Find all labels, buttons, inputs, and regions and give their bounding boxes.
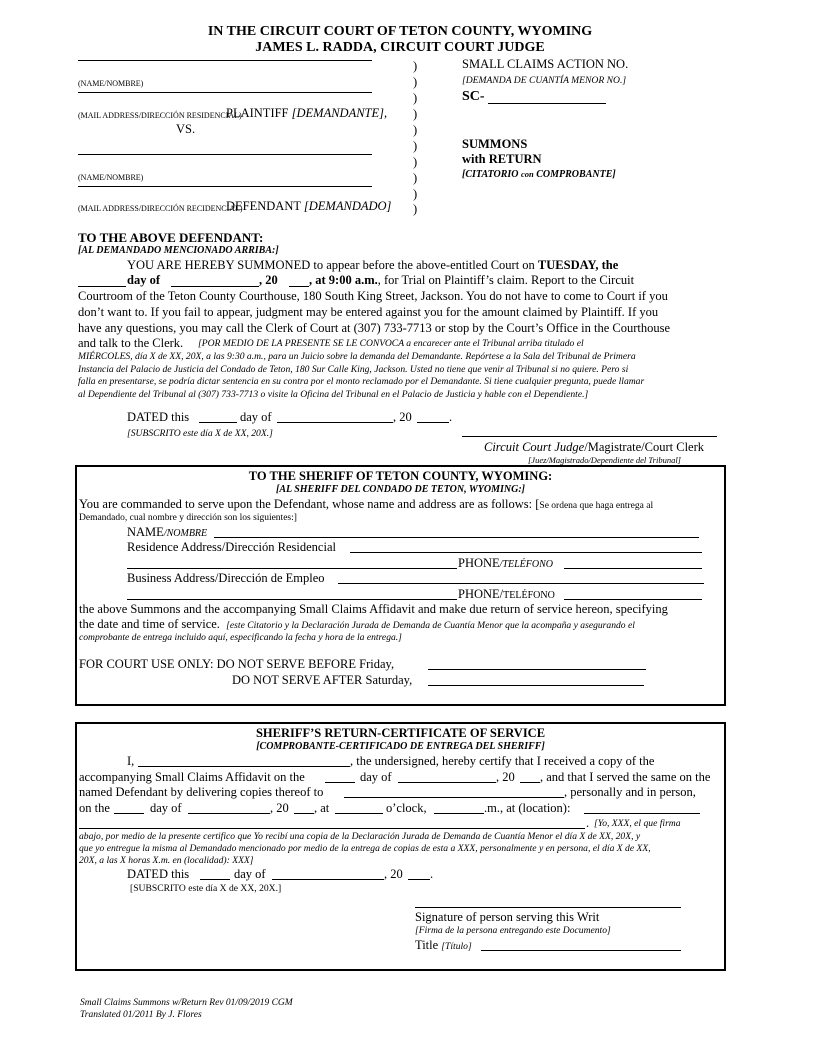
served-ampm-field[interactable] xyxy=(434,813,484,814)
summons-es-4: falla en presentarse, se podría dictar sentencia en su contra por el monto reclamado por el Demandante. Si tiene cualquier pregunta, puede llamar xyxy=(78,376,645,387)
sc-number-field[interactable] xyxy=(488,103,606,104)
sc-prefix: SC- xyxy=(462,89,485,104)
served-hour-field[interactable] xyxy=(335,813,383,814)
caption-paren: ) xyxy=(413,202,418,216)
return-line-3b: , personally and in person, xyxy=(564,785,696,799)
return-line-4f: .m., at (location): xyxy=(484,801,571,815)
defendant-name-line[interactable] xyxy=(78,154,372,155)
business-phone-field[interactable] xyxy=(564,599,702,600)
return-heading: SHERIFF’S RETURN-CERTIFICATE OF SERVICE xyxy=(255,726,546,740)
return-line-1: , the undersigned, hereby certify that I received a copy of the xyxy=(350,754,655,768)
caption-paren: ) xyxy=(413,123,418,137)
caption-paren: ) xyxy=(413,75,418,89)
summons-es-5: al Dependiente del Tribunal al (307) 733-7713 o visite la Oficina del Tribunal en el Palacio de Justicia y hable con el Dependiente.] xyxy=(78,389,589,400)
defendant-name-label: (NAME/NOMBRE) xyxy=(78,173,144,182)
return-heading-es: [COMPROBANTE-CERTIFICADO DE ENTREGA DEL SHERIFF] xyxy=(256,741,545,752)
trial-year-field[interactable] xyxy=(289,286,309,287)
to-defendant-heading: TO THE ABOVE DEFENDANT: xyxy=(78,230,264,245)
return-dated-day-field[interactable] xyxy=(200,879,230,880)
footer-revision: Small Claims Summons w/Return Rev 01/09/2019 CGM xyxy=(80,998,293,1008)
received-day-field[interactable] xyxy=(325,782,355,783)
dated-day-field[interactable] xyxy=(199,422,237,423)
versus-label: VS. xyxy=(176,122,196,136)
summons-es-1: [POR MEDIO DE LA PRESENTE SE LE CONVOCA a encarecer ante el Tribunal arriba titulado el xyxy=(198,338,584,349)
summons-es-3: Instancia del Palacio de Justicia del Condado de Teton, 180 Sur Calle King, Jackson. Usted no tiene que venir al Tribunal si no quiere. Pero si xyxy=(78,364,629,375)
return-dated-label: DATED this xyxy=(127,867,190,881)
serve-after-field[interactable] xyxy=(428,685,644,686)
summons-line-6: and talk to the Clerk. xyxy=(78,336,184,350)
caption-paren: ) xyxy=(413,59,418,73)
trial-day-field[interactable] xyxy=(78,286,126,287)
summons-service-line-1: the above Summons and the accompanying Small Claims Affidavit and make due return of service hereon, specifying xyxy=(79,602,668,616)
plaintiff-name-line[interactable] xyxy=(78,60,372,61)
trial-month-field[interactable] xyxy=(171,286,259,287)
plaintiff-address-line[interactable] xyxy=(78,92,372,93)
citatorio-title: [CITATORIO con COMPROBANTE] xyxy=(462,169,616,180)
residence-address-field-2[interactable] xyxy=(127,568,457,569)
judge-signature-label: Circuit Court Judge/Magistrate/Court Clerk xyxy=(484,440,705,454)
sheriff-heading-es: [AL SHERIFF DEL CONDADO DE TETON, WYOMING:] xyxy=(275,484,525,495)
return-i: I, xyxy=(127,754,135,768)
dated-year-label: , 20 xyxy=(393,410,412,424)
defendant-label: DEFENDANT [DEMANDADO] xyxy=(226,199,392,213)
caption-paren: ) xyxy=(413,139,418,153)
return-line-2c: , 20 xyxy=(496,770,515,784)
business-address-field-2[interactable] xyxy=(127,599,457,600)
server-signature-label: Signature of person serving this Writ xyxy=(415,910,600,924)
court-title: IN THE CIRCUIT COURT OF TETON COUNTY, WYOMING xyxy=(207,24,593,39)
return-line-4a: on the xyxy=(79,801,110,815)
return-dated-day-of: day of xyxy=(234,867,266,881)
defendant-address-line[interactable] xyxy=(78,186,372,187)
return-dated-year-field[interactable] xyxy=(408,879,430,880)
return-line-2d: , and that I served the same on the xyxy=(540,770,711,784)
return-es-1: abajo, por medio de la presente certifico que Yo recibí una copia de la Declaración Jurada de Demanda de Cuantía Menor el día X de XX, 20X, y xyxy=(79,831,641,842)
judge-signature-line[interactable] xyxy=(462,436,717,437)
dated-period: . xyxy=(449,410,453,424)
caption-paren: ) xyxy=(413,187,418,201)
return-dated-period: . xyxy=(430,867,434,881)
summons-service-es: comprobante de entrega incluido aquí, especificando la fecha y hora de la entrega.] xyxy=(79,632,402,643)
plaintiff-label: PLAINTIFF [DEMANDANTE], xyxy=(226,106,388,120)
received-year-field[interactable] xyxy=(520,782,540,783)
summons-line-4: don’t want to. If you fail to appear, judgment may be entered against you for the amount claimed by Plaintiff. If you xyxy=(78,305,659,319)
business-address-field[interactable] xyxy=(338,583,704,584)
return-es-3: 20X, a las X horas X.m. en (localidad): XXX] xyxy=(79,855,254,866)
return-dated-es: [SUBSCRITO este día X de XX, 20X.] xyxy=(130,883,282,894)
summons-service-line-2: the date and time of service. [este Citatorio y la Declaración Jurada de Demanda de Cuantía Menor que la acompaña y asegurando el xyxy=(79,617,635,631)
residence-address-field[interactable] xyxy=(350,552,702,553)
dated-year-field[interactable] xyxy=(417,422,449,423)
served-person-field[interactable] xyxy=(344,797,564,798)
return-line-2a: accompanying Small Claims Affidavit on the xyxy=(79,770,305,784)
server-title-field[interactable] xyxy=(481,950,681,951)
plaintiff-name-label: (NAME/NOMBRE) xyxy=(78,79,144,88)
return-line-3a: named Defendant by delivering copies thereof to xyxy=(79,785,324,799)
server-signature-es: [Firma de la persona entregando este Documento] xyxy=(415,925,611,936)
summons-title: SUMMONS xyxy=(462,137,528,151)
caption-paren: ) xyxy=(413,171,418,185)
footer-translated: Translated 01/2011 By J. Flores xyxy=(80,1010,202,1020)
return-line-2b: day of xyxy=(360,770,392,784)
business-address-label: Business Address/Dirección de Empleo xyxy=(127,571,325,585)
dated-month-field[interactable] xyxy=(277,422,393,423)
serve-name-field[interactable] xyxy=(214,537,699,538)
judge-title: JAMES L. RADDA, CIRCUIT COURT JUDGE xyxy=(255,40,545,55)
return-dated-month-field[interactable] xyxy=(272,879,384,880)
dated-label: DATED this xyxy=(127,410,190,424)
trial-year-label: , 20 xyxy=(259,273,278,287)
return-line-5-end: . xyxy=(586,816,590,830)
trial-time-text: , at 9:00 a.m., for Trial on Plaintiff’s claim. Report to the Circuit xyxy=(309,273,635,287)
served-location-field-2[interactable] xyxy=(79,828,585,829)
server-name-field[interactable] xyxy=(138,766,350,767)
caption-paren: ) xyxy=(413,107,418,121)
sheriff-heading: TO THE SHERIFF OF TETON COUNTY, WYOMING: xyxy=(248,469,553,483)
do-not-serve-after: DO NOT SERVE AFTER Saturday, xyxy=(232,673,413,687)
defendant-address-label: (MAIL ADDRESS/DIRECCIÓN RECIDENCIAL) xyxy=(78,204,243,213)
serve-name-label: NAME/NOMBRE xyxy=(127,525,208,539)
plaintiff-address-label: (MAIL ADDRESS/DIRECCIÓN RESIDENCIAL) xyxy=(78,111,242,120)
server-title-label: Title [Título] xyxy=(415,938,472,952)
judge-signature-es: [Juez/Magistrado/Dependiente del Tribunal] xyxy=(528,455,681,465)
residence-phone-label: PHONE/TELÉFONO xyxy=(458,556,554,570)
dated-day-of: day of xyxy=(240,410,272,424)
return-line-4e: o’clock, xyxy=(386,801,427,815)
trial-day-label: day of xyxy=(127,273,160,287)
dated-es: [SUBSCRITO este día X de XX, 20X.] xyxy=(127,428,273,439)
return-line-4c: , 20 xyxy=(270,801,289,815)
summons-es-2: MIÉRCOLES, día X de XX, 20X, a las 9:30 a.m., para un Juicio sobre la demanda del Demandante. Repórtese a la Sala del Tribunal de Primera xyxy=(78,351,636,362)
sheriff-command-es: Demandado, cual nombre y dirección son los siguientes:] xyxy=(79,513,297,523)
return-line-4d: , at xyxy=(314,801,330,815)
residence-address-label: Residence Address/Dirección Residencial xyxy=(127,540,336,554)
received-month-field[interactable] xyxy=(398,782,496,783)
return-line-4b: day of xyxy=(150,801,182,815)
business-phone-label: PHONE/TELÉFONO xyxy=(458,587,555,601)
return-es-start: [Yo, XXX, el que firma xyxy=(594,818,681,829)
server-signature-line[interactable] xyxy=(415,907,681,908)
summons-line-1: YOU ARE HEREBY SUMMONED to appear before the above-entitled Court on TUESDAY, the xyxy=(127,258,619,272)
summons-line-3: Courtroom of the Teton County Courthouse, 180 South King Street, Jackson. You do not have to come to Court if you xyxy=(78,289,668,303)
return-es-2: que yo entregue la misma al Demandado mencionado por medio de la entrega de copias de esta a XXX, personalmente y en persona, el día X de XX, xyxy=(79,843,651,854)
served-year-field[interactable] xyxy=(294,813,314,814)
small-claims-action-no: SMALL CLAIMS ACTION NO. xyxy=(462,57,629,71)
served-location-field[interactable] xyxy=(584,813,700,814)
do-not-serve-before: FOR COURT USE ONLY: DO NOT SERVE BEFORE Friday, xyxy=(79,657,395,671)
served-month-field[interactable] xyxy=(188,813,270,814)
caption-paren: ) xyxy=(413,91,418,105)
serve-before-field[interactable] xyxy=(428,669,646,670)
return-dated-year-label: , 20 xyxy=(384,867,403,881)
with-return-title: with RETURN xyxy=(462,152,542,166)
served-day-field[interactable] xyxy=(114,813,144,814)
summons-line-5: have any questions, you may call the Clerk of Court at (307) 733-7713 or stop by the Court’s Office in the Courthouse xyxy=(78,321,671,335)
caption-paren: ) xyxy=(413,155,418,169)
residence-phone-field[interactable] xyxy=(564,568,702,569)
to-defendant-heading-es: [AL DEMANDADO MENCIONADO ARRIBA:] xyxy=(78,245,279,256)
small-claims-action-no-es: [DEMANDA DE CUANTÍA MENOR NO.] xyxy=(462,75,627,86)
sheriff-command: You are commanded to serve upon the Defendant, whose name and address are as follows: [Se ordena que haga entrega al xyxy=(79,497,654,511)
